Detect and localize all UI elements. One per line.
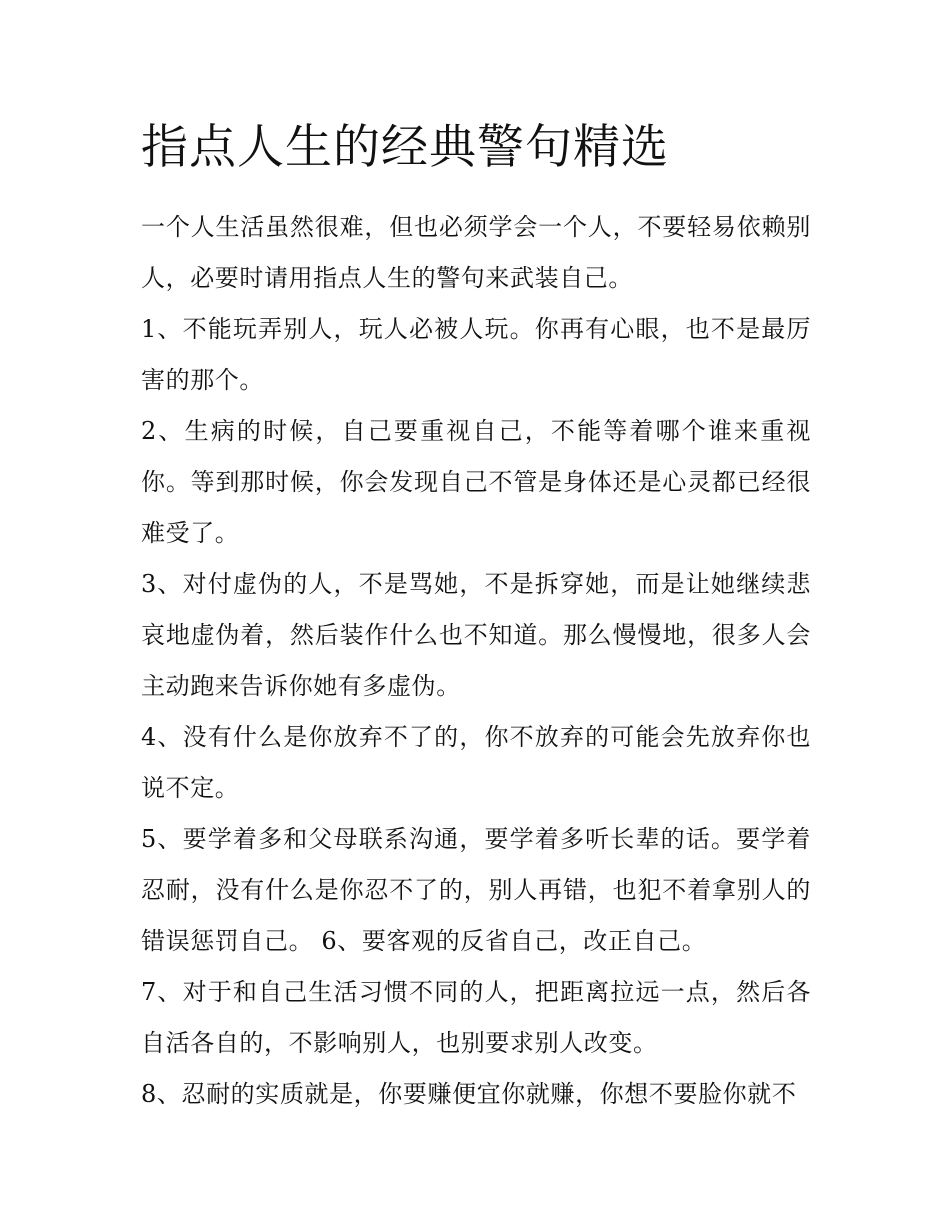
intro-paragraph: 一个人生活虽然很难，但也必须学会一个人，不要轻易依赖别人，必要时请用指点人生的警句来武装自己。 — [141, 213, 811, 292]
document-title: 指点人生的经典警句精选 — [141, 120, 669, 175]
quote-paragraph-1: 1、不能玩弄别人，玩人必被人玩。你再有心眼，也不是最厉害的那个。 — [141, 315, 811, 394]
quote-paragraph-7: 7、对于和自己生活习惯不同的人，把距离拉远一点，然后各自活各自的，不影响别人，也别要求别人改变。 — [141, 978, 811, 1057]
quote-paragraph-8: 8、忍耐的实质就是，你要赚便宜你就赚，你想不要脸你就不 — [141, 1080, 797, 1108]
quote-paragraph-2: 2、生病的时候，自己要重视自己，不能等着哪个谁来重视你。等到那时候，你会发现自己不管是身体还是心灵都已经很难受了。 — [141, 417, 811, 547]
quote-paragraph-3: 3、对付虚伪的人，不是骂她，不是拆穿她，而是让她继续悲哀地虚伪着，然后装作什么也不知道。那么慢慢地，很多人会主动跑来告诉你她有多虚伪。 — [141, 570, 811, 700]
document-page — [141, 118, 811, 1120]
quote-paragraph-5-6: 5、要学着多和父母联系沟通，要学着多听长辈的话。要学着忍耐，没有什么是你忍不了的，别人再错，也犯不着拿别人的错误惩罚自己。 6、要客观的反省自己，改正自己。 — [141, 825, 811, 955]
quote-paragraph-4: 4、没有什么是你放弃不了的，你不放弃的可能会先放弃你也说不定。 — [141, 723, 811, 802]
